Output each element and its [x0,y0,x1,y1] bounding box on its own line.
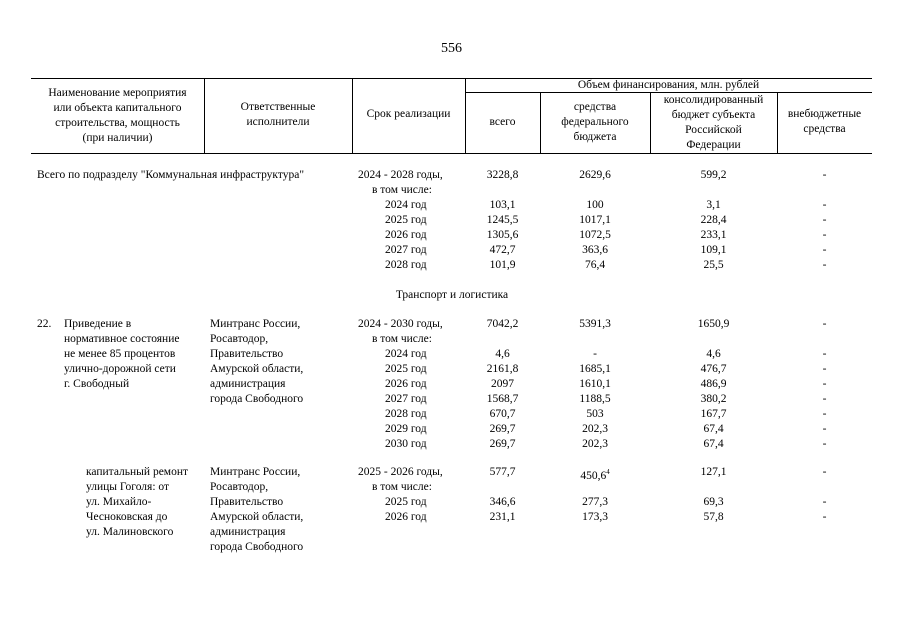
year-row-year: 2024 год [385,199,427,211]
year-row-extra: - [822,408,827,420]
year-row-year: 2025 год [385,496,427,508]
year-row-federal: 1017,1 [579,214,611,226]
subtotal-label: Всего по подразделу "Коммунальная инфраструктура" [37,169,305,181]
subitem-federal-cell [540,465,650,484]
year-row-total: 670,7 [489,408,516,420]
year-row-federal: 363,6 [582,244,608,256]
year-row-extra: - [822,438,827,450]
item-22-regional: 1650,9 [697,318,730,330]
header-col-total: всего [489,116,516,128]
year-row-regional: 25,5 [703,259,724,271]
subtotal-regional: 599,2 [700,169,727,181]
year-row-year: 2024 год [385,348,427,360]
header-col-term: Срок реализации [366,108,451,120]
year-row-federal: - [593,348,597,360]
item-22-total: 7042,2 [486,318,519,330]
year-row-total: 269,7 [489,423,516,435]
year-row-regional: 380,2 [700,393,727,405]
header-bottom-border [31,153,872,154]
year-row-total: 1568,7 [486,393,519,405]
subtotal-incl: в том числе: [372,184,432,196]
year-row-federal: 1685,1 [579,363,611,375]
subtotal-extra: - [822,169,827,181]
year-row-year: 2027 год [385,244,427,256]
year-row-regional: 476,7 [700,363,727,375]
year-row-regional: 228,4 [700,214,727,226]
year-row-total: 2097 [491,378,514,390]
year-row-regional: 167,7 [700,408,727,420]
year-row-total: 101,9 [489,259,516,271]
year-row-federal: 503 [586,408,604,420]
year-row-federal: 76,4 [584,259,606,271]
year-row-regional: 57,8 [703,511,724,523]
year-row-extra: - [822,393,827,405]
subtotal-federal: 2629,6 [579,169,611,181]
year-row-year: 2026 год [385,229,427,241]
header-col-regional: консолидированный бюджет субъекта Российской Федерации [663,94,764,151]
subtotal-term: 2024 - 2028 годы, [358,169,443,181]
header-col-executors: Ответственные исполнители [240,101,316,128]
item-22-extra: - [822,318,827,330]
subitem-regional: 127,1 [700,466,727,478]
year-row-extra: - [822,378,827,390]
year-row-extra: - [822,229,827,241]
year-row-regional: 69,3 [703,496,724,508]
year-row-total: 231,1 [489,511,516,523]
year-row-total: 2161,8 [486,363,519,375]
item-22-number: 22. [37,318,52,330]
section-title: Транспорт и логистика [395,289,509,301]
subitem-federal: 450,6 [580,469,607,482]
year-row-extra: - [822,348,827,360]
year-row-year: 2028 год [385,259,427,271]
item-22-federal: 5391,3 [579,318,611,330]
year-row-extra: - [822,423,827,435]
subtotal-total: 3228,8 [486,169,519,181]
subitem-term: 2025 - 2026 годы, [358,466,443,478]
year-row-year: 2025 год [385,363,427,375]
year-row-extra: - [822,244,827,256]
year-row-regional: 4,6 [706,348,721,360]
year-row-federal: 277,3 [582,496,608,508]
year-row-regional: 67,4 [703,438,724,450]
year-row-year: 2027 год [385,393,427,405]
year-row-year: 2029 год [385,423,427,435]
item-22-name: Приведение в нормативное состояние не менее 85 процентов улично-дорожной сети г. Свободный [64,318,180,390]
subitem-federal-footnote: 4 [606,468,610,476]
year-row-extra: - [822,259,827,271]
subitem-total: 577,7 [489,466,516,478]
subitem-name: капитальный ремонт улицы Гоголя: от ул. Михайло- Чесноковская до ул. Малиновского [86,466,189,538]
year-row-year: 2026 год [385,511,427,523]
year-row-regional: 67,4 [703,423,724,435]
year-row-year: 2030 год [385,438,427,450]
year-row-federal: 1072,5 [579,229,611,241]
year-row-total: 4,6 [495,348,510,360]
year-row-regional: 3,1 [706,199,721,211]
item-22-term: 2024 - 2030 годы, [358,318,443,330]
header-col-name: Наименование мероприятия или объекта капитального строительства, мощность (при наличии) [48,87,187,144]
year-row-total: 103,1 [489,199,516,211]
subitem-executors: Минтранс России, Росавтодор, Правительство Амурской области, администрация города Свободного [210,466,304,553]
subitem-extra: - [822,466,827,478]
year-row-federal: 173,3 [582,511,608,523]
year-row-federal: 202,3 [582,423,608,435]
item-22-executors: Минтранс России, Росавтодор, Правительство Амурской области, администрация города Свободного [210,318,304,405]
year-row-extra: - [822,511,827,523]
subitem-incl: в том числе: [372,481,432,493]
year-row-total: 346,6 [489,496,516,508]
year-row-extra: - [822,363,827,375]
year-row-total: 1245,5 [486,214,519,226]
year-row-federal: 1188,5 [579,393,611,405]
year-row-total: 1305,6 [486,229,519,241]
year-row-total: 472,7 [489,244,516,256]
year-row-extra: - [822,496,827,508]
year-row-regional: 486,9 [700,378,727,390]
header-funding-group: Объем финансирования, млн. рублей [577,79,760,91]
header-col-federal: средства федерального бюджета [561,101,629,143]
year-row-extra: - [822,199,827,211]
item-22-incl: в том числе: [372,333,432,345]
year-row-extra: - [822,214,827,226]
year-row-regional: 233,1 [700,229,727,241]
page-number: 556 [441,41,462,56]
year-row-total: 269,7 [489,438,516,450]
year-row-regional: 109,1 [700,244,727,256]
year-row-year: 2028 год [385,408,427,420]
header-col-extra: внебюджетные средства [787,108,862,135]
year-row-federal: 1610,1 [579,378,611,390]
year-row-year: 2025 год [385,214,427,226]
year-row-year: 2026 год [385,378,427,390]
year-row-federal: 100 [586,199,604,211]
year-row-federal: 202,3 [582,438,608,450]
